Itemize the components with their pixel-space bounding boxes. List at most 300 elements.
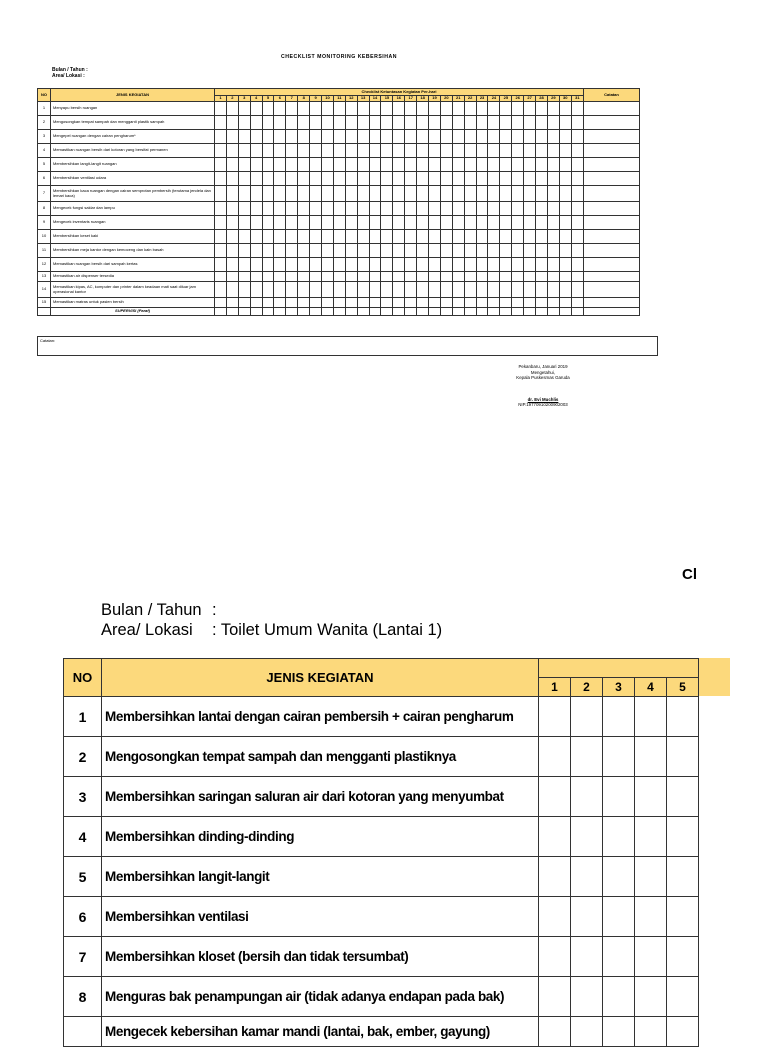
doc1-supervisi-cell bbox=[369, 308, 381, 316]
doc1-check-cell bbox=[381, 272, 393, 282]
doc1-check-cell bbox=[405, 186, 417, 202]
doc1-check-cell bbox=[452, 230, 464, 244]
doc1-check-cell bbox=[547, 244, 559, 258]
doc1-note-cell bbox=[583, 158, 639, 172]
doc1-row-activity: Memastikan ruangan bersih dari sampah kertas bbox=[51, 258, 215, 272]
doc1-check-cell bbox=[524, 216, 536, 230]
doc1-check-cell bbox=[571, 144, 583, 158]
doc1-check-cell bbox=[476, 216, 488, 230]
doc2-row-no: 7 bbox=[64, 937, 102, 977]
doc1-check-cell bbox=[262, 298, 274, 308]
doc1-check-cell bbox=[488, 216, 500, 230]
doc2-header-no: NO bbox=[64, 659, 102, 697]
doc1-check-cell bbox=[369, 216, 381, 230]
doc1-row-activity: Memastikan matras untuk pasien bersih bbox=[51, 298, 215, 308]
doc1-check-cell bbox=[547, 158, 559, 172]
doc1-table-row bbox=[38, 102, 640, 116]
doc1-day-header: 20 bbox=[440, 96, 452, 102]
doc1-check-cell bbox=[369, 258, 381, 272]
doc1-table-row bbox=[38, 186, 640, 202]
doc1-check-cell bbox=[310, 144, 322, 158]
doc2-row-activity: Mengecek kebersihan kamar mandi (lantai, bak, ember, gayung) bbox=[102, 1017, 539, 1047]
doc2-row-no: 2 bbox=[64, 737, 102, 777]
doc1-sign-nip: NIP.19770910200902003 bbox=[518, 402, 568, 408]
doc1-check-cell bbox=[357, 230, 369, 244]
doc1-row-activity: Memastikan ruangan bersih dari kotoran yang bersifat permanen bbox=[51, 144, 215, 158]
doc2-check-cell bbox=[603, 817, 635, 857]
doc1-check-cell bbox=[345, 102, 357, 116]
doc1-check-cell bbox=[393, 172, 405, 186]
doc1-check-cell bbox=[310, 258, 322, 272]
doc1-check-cell bbox=[226, 186, 238, 202]
doc2-table-row bbox=[64, 777, 699, 817]
doc1-check-cell bbox=[357, 158, 369, 172]
doc2-check-cell bbox=[635, 937, 667, 977]
doc1-check-cell bbox=[393, 282, 405, 298]
doc1-check-cell bbox=[286, 298, 298, 308]
doc1-row-activity: Membersihkan meja kantor dengan kemoceng dan kain basah bbox=[51, 244, 215, 258]
doc1-check-cell bbox=[262, 282, 274, 298]
doc1-check-cell bbox=[357, 202, 369, 216]
doc1-check-cell bbox=[274, 230, 286, 244]
doc1-row-no: 12 bbox=[38, 258, 51, 272]
doc1-check-cell bbox=[369, 186, 381, 202]
doc1-row-activity: Membersihkan langit-langit ruangan bbox=[51, 158, 215, 172]
doc1-check-cell bbox=[476, 282, 488, 298]
doc1-check-cell bbox=[238, 230, 250, 244]
doc1-check-cell bbox=[405, 272, 417, 282]
doc2-check-cell bbox=[603, 897, 635, 937]
doc1-check-cell bbox=[536, 230, 548, 244]
doc1-check-cell bbox=[298, 172, 310, 186]
doc1-check-cell bbox=[571, 258, 583, 272]
doc1-check-cell bbox=[226, 158, 238, 172]
doc1-check-cell bbox=[547, 202, 559, 216]
doc1-check-cell bbox=[333, 282, 345, 298]
doc2-check-cell bbox=[667, 857, 699, 897]
doc1-check-cell bbox=[345, 158, 357, 172]
doc1-check-cell bbox=[322, 158, 334, 172]
doc1-check-cell bbox=[310, 202, 322, 216]
doc1-table-row bbox=[38, 244, 640, 258]
doc1-supervisi-cell bbox=[405, 308, 417, 316]
doc1-check-cell bbox=[547, 298, 559, 308]
doc1-check-cell bbox=[536, 216, 548, 230]
doc1-check-cell bbox=[452, 282, 464, 298]
doc1-check-cell bbox=[322, 298, 334, 308]
doc1-row-no: 15 bbox=[38, 298, 51, 308]
doc1-row-activity: Mengepel ruangan dengan cairan pengharum* bbox=[51, 130, 215, 144]
doc1-check-cell bbox=[262, 244, 274, 258]
doc1-check-cell bbox=[405, 102, 417, 116]
doc1-check-cell bbox=[429, 144, 441, 158]
doc1-check-cell bbox=[238, 282, 250, 298]
doc1-check-cell bbox=[369, 144, 381, 158]
doc1-check-cell bbox=[559, 244, 571, 258]
doc1-check-cell bbox=[286, 230, 298, 244]
doc1-supervisi-cell bbox=[381, 308, 393, 316]
doc1-supervisi-cell bbox=[262, 308, 274, 316]
doc1-check-cell bbox=[452, 172, 464, 186]
doc1-check-cell bbox=[440, 282, 452, 298]
doc1-supervisi-cell bbox=[250, 308, 262, 316]
doc1-check-cell bbox=[274, 298, 286, 308]
doc1-sign-mengetahui: Mengetahui, bbox=[530, 369, 556, 375]
doc1-day-header: 12 bbox=[345, 96, 357, 102]
doc1-check-cell bbox=[464, 144, 476, 158]
doc1-check-cell bbox=[512, 272, 524, 282]
doc1-check-cell bbox=[512, 258, 524, 272]
doc1-check-cell bbox=[429, 216, 441, 230]
doc1-check-cell bbox=[405, 258, 417, 272]
doc1-check-cell bbox=[226, 202, 238, 216]
doc1-check-cell bbox=[417, 102, 429, 116]
doc1-check-cell bbox=[524, 230, 536, 244]
doc1-check-cell bbox=[381, 130, 393, 144]
doc1-check-cell bbox=[417, 216, 429, 230]
doc1-check-cell bbox=[250, 144, 262, 158]
doc1-supervisi-cell bbox=[571, 308, 583, 316]
doc1-check-cell bbox=[464, 116, 476, 130]
doc1-day-header: 6 bbox=[274, 96, 286, 102]
doc1-check-cell bbox=[536, 244, 548, 258]
doc1-day-header: 14 bbox=[369, 96, 381, 102]
doc1-header-no: NO bbox=[38, 89, 51, 102]
doc2-row-no: 5 bbox=[64, 857, 102, 897]
doc1-check-cell bbox=[536, 258, 548, 272]
doc1-check-cell bbox=[571, 202, 583, 216]
doc1-check-cell bbox=[262, 130, 274, 144]
doc1-check-cell bbox=[298, 282, 310, 298]
doc1-row-no: 8 bbox=[38, 202, 51, 216]
doc1-check-cell bbox=[274, 258, 286, 272]
doc1-header-catatan: Catatan bbox=[583, 89, 639, 102]
doc1-check-cell bbox=[429, 102, 441, 116]
doc1-check-cell bbox=[559, 216, 571, 230]
doc1-check-cell bbox=[250, 202, 262, 216]
doc2-check-cell bbox=[571, 1017, 603, 1047]
doc1-supervisi-row bbox=[38, 308, 640, 316]
doc1-row-activity: Mengecek fungsi saklar dan lampu bbox=[51, 202, 215, 216]
doc1-note-cell bbox=[583, 116, 639, 130]
doc2-day-header: 4 bbox=[635, 678, 667, 697]
doc2-check-cell bbox=[635, 737, 667, 777]
doc1-check-cell bbox=[238, 186, 250, 202]
doc1-check-cell bbox=[310, 186, 322, 202]
doc1-check-cell bbox=[464, 130, 476, 144]
doc1-check-cell bbox=[452, 216, 464, 230]
doc1-check-cell bbox=[488, 244, 500, 258]
doc2-check-cell bbox=[603, 697, 635, 737]
doc1-check-cell bbox=[405, 230, 417, 244]
doc2-row-no: 8 bbox=[64, 977, 102, 1017]
doc1-check-cell bbox=[250, 244, 262, 258]
doc1-check-cell bbox=[488, 102, 500, 116]
doc1-check-cell bbox=[440, 116, 452, 130]
doc2-check-cell bbox=[635, 817, 667, 857]
doc1-check-cell bbox=[286, 158, 298, 172]
doc1-check-cell bbox=[571, 186, 583, 202]
doc1-check-cell bbox=[357, 130, 369, 144]
doc1-check-cell bbox=[393, 258, 405, 272]
doc2-check-cell bbox=[571, 977, 603, 1017]
doc2-header-jenis-kegiatan: JENIS KEGIATAN bbox=[102, 659, 539, 697]
doc1-check-cell bbox=[464, 272, 476, 282]
doc2-check-cell bbox=[603, 777, 635, 817]
doc1-check-cell bbox=[226, 172, 238, 186]
doc1-notes-box bbox=[37, 336, 658, 356]
doc1-check-cell bbox=[429, 244, 441, 258]
doc2-table-row bbox=[64, 817, 699, 857]
doc1-check-cell bbox=[238, 172, 250, 186]
doc1-check-cell bbox=[500, 144, 512, 158]
doc1-check-cell bbox=[571, 216, 583, 230]
doc1-check-cell bbox=[369, 230, 381, 244]
doc1-check-cell bbox=[512, 102, 524, 116]
doc1-check-cell bbox=[429, 186, 441, 202]
doc1-sign-name: dr. Evi Muchlis bbox=[527, 396, 559, 402]
doc2-table-row bbox=[64, 897, 699, 937]
doc1-day-header: 9 bbox=[310, 96, 322, 102]
doc1-check-cell bbox=[333, 158, 345, 172]
doc2-check-cell bbox=[635, 1017, 667, 1047]
doc1-check-cell bbox=[369, 282, 381, 298]
doc1-check-cell bbox=[393, 272, 405, 282]
doc2-check-cell bbox=[571, 737, 603, 777]
doc1-check-cell bbox=[440, 216, 452, 230]
doc1-check-cell bbox=[547, 172, 559, 186]
doc1-check-cell bbox=[464, 216, 476, 230]
doc1-supervisi-cell bbox=[524, 308, 536, 316]
doc1-check-cell bbox=[559, 172, 571, 186]
doc1-check-cell bbox=[500, 202, 512, 216]
doc1-check-cell bbox=[357, 244, 369, 258]
doc1-check-cell bbox=[357, 272, 369, 282]
doc1-check-cell bbox=[452, 186, 464, 202]
doc1-check-cell bbox=[524, 186, 536, 202]
doc1-check-cell bbox=[298, 272, 310, 282]
doc1-check-cell bbox=[452, 102, 464, 116]
doc1-check-cell bbox=[238, 202, 250, 216]
doc2-check-cell bbox=[539, 777, 571, 817]
doc1-check-cell bbox=[333, 130, 345, 144]
doc2-area-lokasi-label: Area/ Lokasi bbox=[101, 621, 193, 639]
doc1-table-row bbox=[38, 298, 640, 308]
doc1-table-row bbox=[38, 272, 640, 282]
doc1-check-cell bbox=[405, 144, 417, 158]
doc1-check-cell bbox=[393, 230, 405, 244]
doc1-check-cell bbox=[333, 230, 345, 244]
doc1-check-cell bbox=[476, 244, 488, 258]
doc1-day-header: 13 bbox=[357, 96, 369, 102]
doc2-check-cell bbox=[571, 937, 603, 977]
doc1-check-cell bbox=[310, 172, 322, 186]
doc2-check-cell bbox=[667, 1017, 699, 1047]
doc1-note-cell bbox=[583, 230, 639, 244]
doc1-check-cell bbox=[476, 230, 488, 244]
doc1-check-cell bbox=[298, 144, 310, 158]
doc1-check-cell bbox=[333, 202, 345, 216]
doc1-row-no: 4 bbox=[38, 144, 51, 158]
doc1-check-cell bbox=[440, 230, 452, 244]
doc1-check-cell bbox=[476, 102, 488, 116]
doc1-supervisi-cell bbox=[488, 308, 500, 316]
doc1-day-header: 17 bbox=[405, 96, 417, 102]
doc1-check-cell bbox=[310, 158, 322, 172]
doc1-check-cell bbox=[440, 258, 452, 272]
doc2-row-no: 1 bbox=[64, 697, 102, 737]
doc1-day-header: 31 bbox=[571, 96, 583, 102]
doc1-check-cell bbox=[440, 272, 452, 282]
doc1-supervisi-cell bbox=[452, 308, 464, 316]
doc1-day-header: 5 bbox=[262, 96, 274, 102]
doc1-check-cell bbox=[547, 216, 559, 230]
doc1-table-row bbox=[38, 144, 640, 158]
doc1-check-cell bbox=[500, 258, 512, 272]
doc2-check-cell bbox=[539, 937, 571, 977]
doc1-check-cell bbox=[571, 282, 583, 298]
doc1-check-cell bbox=[417, 116, 429, 130]
doc2-check-cell bbox=[539, 1017, 571, 1047]
doc1-table-row bbox=[38, 202, 640, 216]
doc1-check-cell bbox=[524, 272, 536, 282]
doc1-check-cell bbox=[345, 244, 357, 258]
doc1-note-cell bbox=[583, 272, 639, 282]
doc1-check-cell bbox=[357, 172, 369, 186]
doc1-check-cell bbox=[405, 130, 417, 144]
doc1-check-cell bbox=[274, 116, 286, 130]
doc1-check-cell bbox=[381, 282, 393, 298]
doc1-supervisi-no-cell bbox=[38, 308, 51, 316]
doc1-row-activity: Mengecek inventaris ruangan bbox=[51, 216, 215, 230]
doc1-check-cell bbox=[536, 272, 548, 282]
doc1-check-cell bbox=[559, 158, 571, 172]
doc1-check-cell bbox=[274, 216, 286, 230]
doc1-supervisi-cell bbox=[547, 308, 559, 316]
doc1-check-cell bbox=[381, 202, 393, 216]
doc2-row-no: 6 bbox=[64, 897, 102, 937]
doc1-table-row bbox=[38, 130, 640, 144]
doc1-check-cell bbox=[238, 102, 250, 116]
doc1-checklist-table bbox=[37, 88, 640, 316]
doc2-bulan-tahun-sep: : bbox=[212, 601, 217, 619]
doc2-row-activity: Membersihkan saringan saluran air dari kotoran yang menyumbat bbox=[102, 777, 539, 817]
doc1-check-cell bbox=[322, 216, 334, 230]
doc1-check-cell bbox=[262, 116, 274, 130]
doc2-check-cell bbox=[667, 777, 699, 817]
doc1-check-cell bbox=[286, 172, 298, 186]
doc1-check-cell bbox=[405, 202, 417, 216]
doc1-check-cell bbox=[381, 172, 393, 186]
doc1-check-cell bbox=[464, 172, 476, 186]
doc1-row-no: 1 bbox=[38, 102, 51, 116]
doc1-check-cell bbox=[286, 102, 298, 116]
doc2-table-row bbox=[64, 697, 699, 737]
doc1-check-cell bbox=[250, 216, 262, 230]
doc1-row-no: 3 bbox=[38, 130, 51, 144]
doc1-supervisi-cell bbox=[345, 308, 357, 316]
doc1-check-cell bbox=[500, 298, 512, 308]
doc1-check-cell bbox=[345, 130, 357, 144]
doc1-check-cell bbox=[250, 130, 262, 144]
doc1-check-cell bbox=[262, 102, 274, 116]
doc1-check-cell bbox=[238, 272, 250, 282]
doc1-check-cell bbox=[452, 298, 464, 308]
doc1-day-header: 28 bbox=[536, 96, 548, 102]
doc1-check-cell bbox=[476, 116, 488, 130]
doc1-check-cell bbox=[345, 186, 357, 202]
doc2-check-cell bbox=[571, 817, 603, 857]
doc1-check-cell bbox=[488, 116, 500, 130]
doc1-check-cell bbox=[345, 216, 357, 230]
doc1-check-cell bbox=[298, 158, 310, 172]
doc1-check-cell bbox=[286, 258, 298, 272]
doc1-supervisi-cell bbox=[476, 308, 488, 316]
doc2-table-row bbox=[64, 977, 699, 1017]
doc1-day-header: 7 bbox=[286, 96, 298, 102]
doc1-check-cell bbox=[369, 158, 381, 172]
doc1-check-cell bbox=[417, 186, 429, 202]
doc1-check-cell bbox=[524, 158, 536, 172]
doc1-check-cell bbox=[250, 116, 262, 130]
doc1-check-cell bbox=[262, 202, 274, 216]
doc1-check-cell bbox=[357, 216, 369, 230]
doc1-supervisi-cell bbox=[298, 308, 310, 316]
doc1-check-cell bbox=[215, 102, 227, 116]
doc1-check-cell bbox=[310, 116, 322, 130]
doc2-check-cell bbox=[571, 697, 603, 737]
doc1-check-cell bbox=[393, 186, 405, 202]
doc1-supervisi-cell bbox=[274, 308, 286, 316]
doc1-check-cell bbox=[571, 158, 583, 172]
doc1-check-cell bbox=[405, 298, 417, 308]
doc1-check-cell bbox=[429, 230, 441, 244]
doc1-check-cell bbox=[536, 144, 548, 158]
doc1-check-cell bbox=[559, 102, 571, 116]
doc1-check-cell bbox=[381, 230, 393, 244]
doc1-check-cell bbox=[452, 144, 464, 158]
doc1-check-cell bbox=[310, 102, 322, 116]
doc1-check-cell bbox=[559, 282, 571, 298]
doc1-check-cell bbox=[452, 258, 464, 272]
doc1-check-cell bbox=[298, 130, 310, 144]
doc1-check-cell bbox=[250, 158, 262, 172]
doc1-check-cell bbox=[488, 230, 500, 244]
doc1-supervisi-label: SUPERVISI (Paraf) bbox=[51, 308, 215, 316]
doc1-check-cell bbox=[452, 116, 464, 130]
doc1-check-cell bbox=[226, 272, 238, 282]
doc1-check-cell bbox=[536, 186, 548, 202]
doc1-check-cell bbox=[547, 186, 559, 202]
doc1-check-cell bbox=[298, 202, 310, 216]
doc1-check-cell bbox=[524, 172, 536, 186]
doc1-check-cell bbox=[488, 298, 500, 308]
doc1-check-cell bbox=[440, 202, 452, 216]
doc1-check-cell bbox=[440, 244, 452, 258]
doc1-check-cell bbox=[536, 130, 548, 144]
doc1-title: CHECKLIST MONITORING KEBERSIHAN bbox=[281, 54, 397, 60]
doc1-row-no: 7 bbox=[38, 186, 51, 202]
doc1-check-cell bbox=[381, 258, 393, 272]
doc1-row-activity: Memastikan air dispenser tersedia bbox=[51, 272, 215, 282]
doc1-check-cell bbox=[512, 230, 524, 244]
doc1-check-cell bbox=[274, 202, 286, 216]
doc1-check-cell bbox=[547, 144, 559, 158]
doc1-check-cell bbox=[500, 244, 512, 258]
doc1-check-cell bbox=[286, 272, 298, 282]
doc1-check-cell bbox=[322, 186, 334, 202]
doc1-day-header: 8 bbox=[298, 96, 310, 102]
